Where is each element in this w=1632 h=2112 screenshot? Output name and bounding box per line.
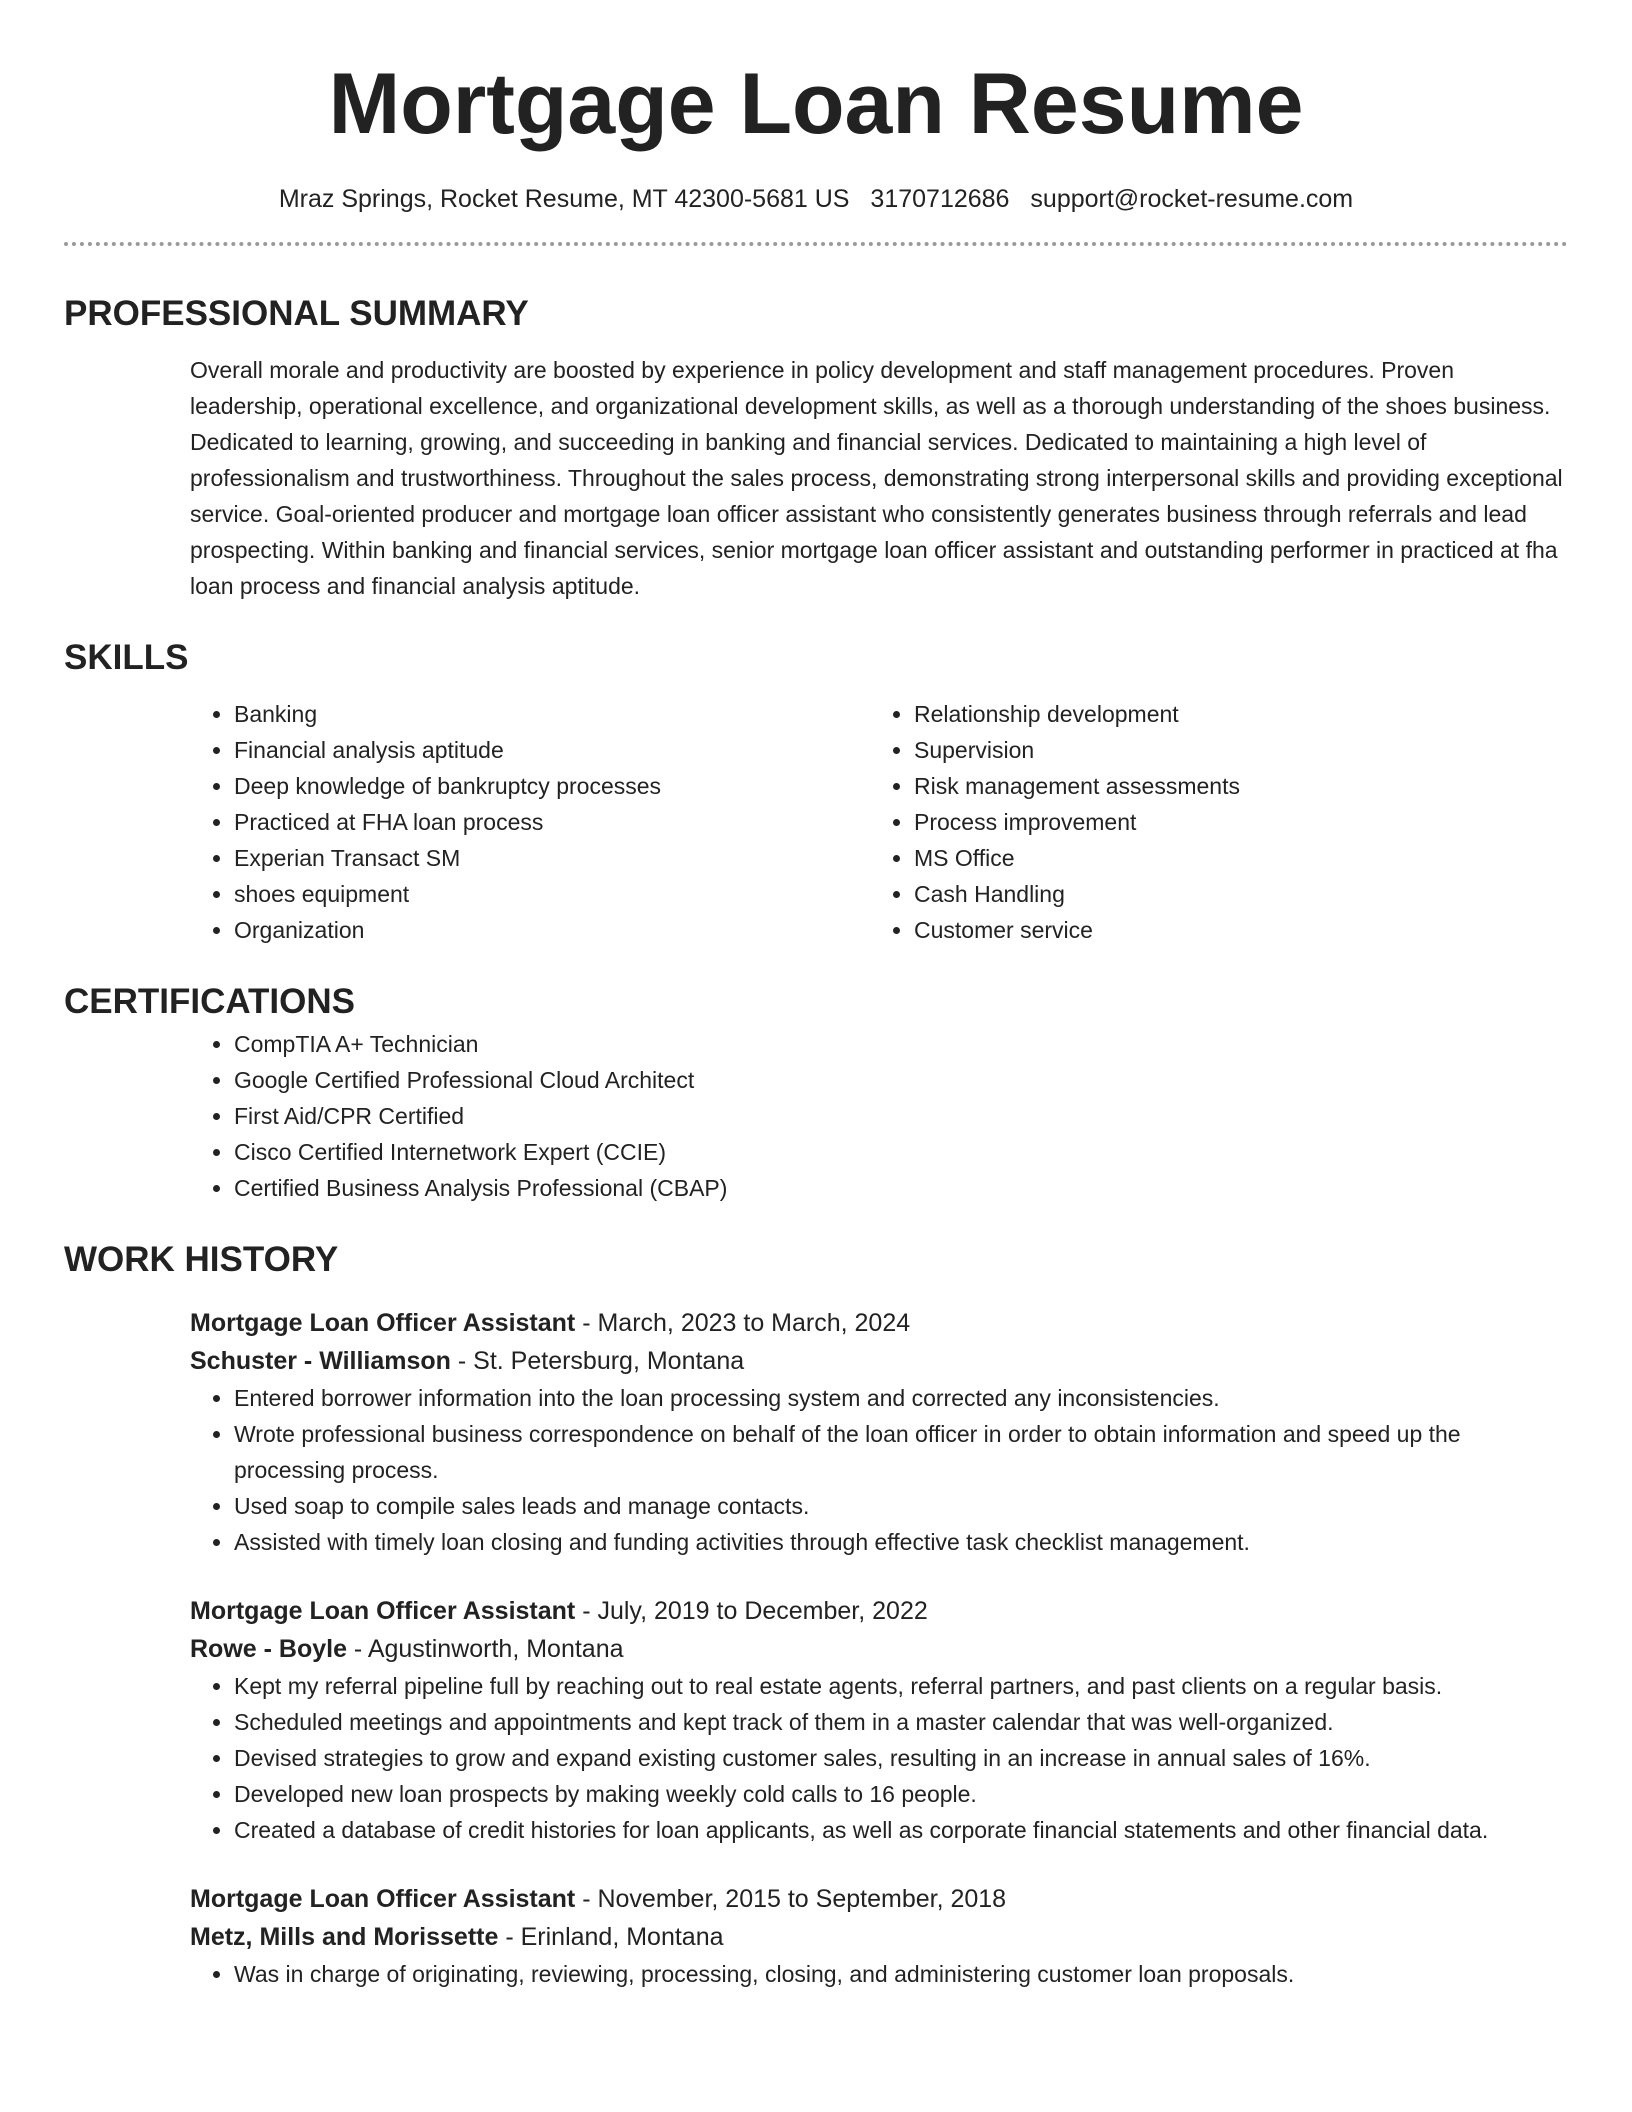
job-title-line — [190, 1592, 1568, 1630]
certifications-list — [190, 1026, 1568, 1206]
certification-item: • Certified Business Analysis Professional (CBAP) — [234, 1170, 1568, 1206]
certification-item: • CompTIA A+ Technician — [234, 1026, 1568, 1062]
contact-phone: 3170712686 — [870, 185, 1010, 213]
job-duties — [190, 1956, 1568, 1992]
resume-title: Mortgage Loan Resume — [328, 56, 1304, 152]
skills-body — [190, 696, 1568, 948]
contact-address: Mraz Springs, Rocket Resume, MT 42300-5681 US — [278, 185, 850, 213]
job-role: Mortgage Loan Officer Assistant — [190, 1597, 576, 1625]
skill-item: • Organization — [234, 912, 870, 948]
job-duty: • Developed new loan prospects by making weekly cold calls to 16 people. — [234, 1776, 1568, 1812]
contact-line — [64, 182, 1568, 216]
job-company-line — [190, 1918, 1568, 1956]
job-location: - Erinland, Montana — [498, 1923, 724, 1951]
certification-item: • Google Certified Professional Cloud Architect — [234, 1062, 1568, 1098]
job-entry — [190, 1880, 1568, 1992]
skills-column-right — [870, 696, 1550, 948]
skill-item: • Practiced at FHA loan process — [234, 804, 870, 840]
skills-list-left — [190, 696, 870, 948]
job-duty: • Scheduled meetings and appointments and kept track of them in a master calendar that was well-organized. — [234, 1704, 1568, 1740]
job-duty: • Used soap to compile sales leads and manage contacts. — [234, 1488, 1568, 1524]
summary-body — [190, 352, 1568, 604]
job-title-line — [190, 1880, 1568, 1918]
job-dates: - March, 2023 to March, 2024 — [575, 1309, 911, 1337]
job-company: Schuster - Williamson — [190, 1347, 451, 1375]
skills-heading: SKILLS — [64, 638, 189, 677]
work-history-body — [190, 1304, 1568, 1992]
certifications-heading: CERTIFICATIONS — [64, 982, 356, 1021]
certification-item: • First Aid/CPR Certified — [234, 1098, 1568, 1134]
job-duty: • Kept my referral pipeline full by reaching out to real estate agents, referral partners, and past clients on a regular basis. — [234, 1668, 1568, 1704]
header-divider — [64, 242, 1568, 246]
skills-list-right — [870, 696, 1550, 948]
job-entry — [190, 1592, 1568, 1848]
work-history-heading: WORK HISTORY — [64, 1240, 339, 1279]
job-role: Mortgage Loan Officer Assistant — [190, 1885, 576, 1913]
certifications-section — [64, 978, 1568, 1206]
job-company-line — [190, 1630, 1568, 1668]
skill-item: • Supervision — [914, 732, 1550, 768]
skills-grid — [190, 696, 1568, 948]
skill-item: • Cash Handling — [914, 876, 1550, 912]
job-duties — [190, 1668, 1568, 1848]
skill-item: • Process improvement — [914, 804, 1550, 840]
work-history-section — [64, 1236, 1568, 1992]
summary-heading: PROFESSIONAL SUMMARY — [64, 294, 529, 333]
job-company: Rowe - Boyle — [190, 1635, 347, 1663]
job-location: - Agustinworth, Montana — [346, 1635, 624, 1663]
skill-item: • Customer service — [914, 912, 1550, 948]
summary-section — [64, 290, 1568, 604]
job-entry — [190, 1304, 1568, 1560]
job-location: - St. Petersburg, Montana — [450, 1347, 745, 1375]
skill-item: • Deep knowledge of bankruptcy processes — [234, 768, 870, 804]
summary-text: Overall morale and productivity are boosted by experience in policy development and staff management procedures. Proven leadership, operational excellence, and organizational development skills, as well as a thorough understanding of the shoes business. Dedicated to learning, growing, and succeeding in banking and financial services. Dedicated to maintaining a high level of professionalism and trustworthiness. Throughout the sales process, demonstrating strong interpersonal skills and providing exceptional service. Goal-oriented producer and mortgage loan officer assistant who consistently generates business through referrals and lead prospecting. Within banking and financial services, senior mortgage loan officer assistant and outstanding performer in practiced at fha loan process and financial analysis aptitude. — [190, 357, 1563, 599]
skill-item: • MS Office — [914, 840, 1550, 876]
certification-item: • Cisco Certified Internetwork Expert (CCIE) — [234, 1134, 1568, 1170]
skill-item: • shoes equipment — [234, 876, 870, 912]
job-duty: • Entered borrower information into the loan processing system and corrected any inconsistencies. — [234, 1380, 1568, 1416]
job-dates: - November, 2015 to September, 2018 — [575, 1885, 1007, 1913]
skills-section — [64, 634, 1568, 948]
job-role: Mortgage Loan Officer Assistant — [190, 1309, 576, 1337]
certifications-body — [190, 1026, 1568, 1206]
contact-email: support@rocket-resume.com — [1030, 185, 1354, 213]
job-duty: • Created a database of credit histories for loan applicants, as well as corporate financial statements and other financial data. — [234, 1812, 1568, 1848]
job-duties — [190, 1380, 1568, 1560]
job-company-line — [190, 1342, 1568, 1380]
skill-item: • Experian Transact SM — [234, 840, 870, 876]
job-title-line — [190, 1304, 1568, 1342]
skill-item: • Risk management assessments — [914, 768, 1550, 804]
skill-item: • Banking — [234, 696, 870, 732]
job-dates: - July, 2019 to December, 2022 — [575, 1597, 928, 1625]
skill-item: • Relationship development — [914, 696, 1550, 732]
job-company: Metz, Mills and Morissette — [190, 1923, 499, 1951]
job-duty: • Wrote professional business correspondence on behalf of the loan officer in order to obtain information and speed up the processing process. — [234, 1416, 1568, 1488]
job-duty: • Assisted with timely loan closing and funding activities through effective task checklist management. — [234, 1524, 1568, 1560]
skill-item: • Financial analysis aptitude — [234, 732, 870, 768]
job-duty: • Devised strategies to grow and expand existing customer sales, resulting in an increase in annual sales of 16%. — [234, 1740, 1568, 1776]
job-duty: • Was in charge of originating, reviewing, processing, closing, and administering customer loan proposals. — [234, 1956, 1568, 1992]
skills-column-left — [190, 696, 870, 948]
